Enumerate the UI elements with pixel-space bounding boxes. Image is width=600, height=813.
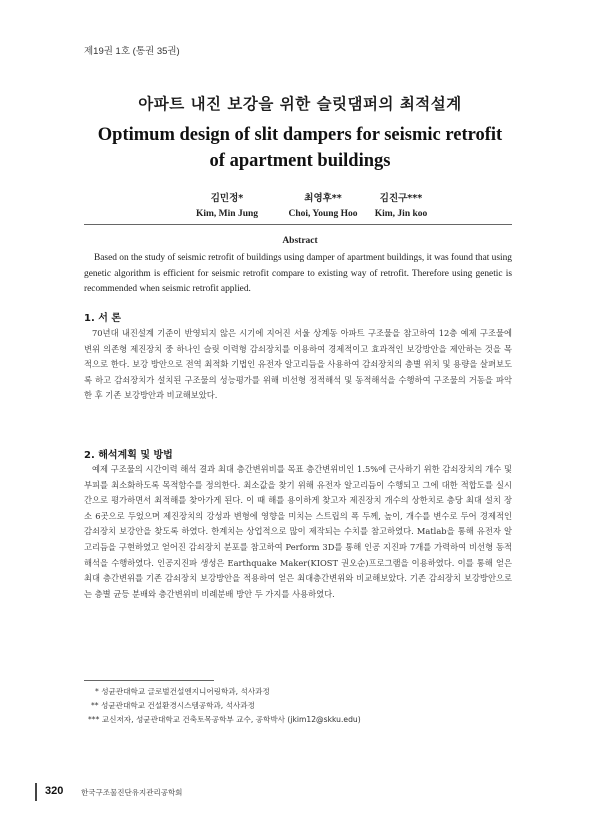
section-heading-introduction: 1. 서 론 (84, 313, 122, 324)
section-heading-method: 2. 해석계획 및 방법 (84, 450, 173, 461)
author-3 (341, 190, 461, 219)
footnotes (88, 685, 361, 727)
author-name-korean: 김민정* (210, 193, 244, 204)
title-korean: 아파트 내진 보강을 위한 슬릿댐퍼의 최적설계 (138, 95, 462, 113)
abstract-heading: Abstract (282, 236, 318, 246)
header-divider (84, 224, 512, 225)
footnote-2: ** 성균관대학교 건설환경시스템공학과, 석사과정 (91, 701, 255, 710)
section-text-method: 예제 구조물의 시간이력 해석 결과 최대 층간변위비를 목표 층간변위비인 1.5%에 근사하기 위한 감쇠장치의 개수 및 부피를 최소화하도록 목적함수를 정의한다. 최소값을 찾기 위해 유전자 알고리듬이 수행되고 그에 대한 적합도를 실시간으로 평가하면서 최적해를 찾아가게 된다. 이 때 해를 용이하게 찾고자 제진장치 개수의 상한치로 층당 최대 설치 장소 6곳으로 두었으며 제진장치의 강성과 변형에 영향을 미치는 스트립의 폭 두께, 높이, 개수를 변수로 두어 경제적인 감쇠장치 보강안을 찾도록 하였다. 한계치는 상업적으로 많이 제작되는 수치를 참고하였다. Matlab을 통해 유전자 알고리듬을 구현하였고 얻어진 감쇠장치 분포를 참고하여 Perform 3D를 통해 인공 지진파 7개를 가력하여 비선형 동적해석을 수행하였다. 인공지진파 생성은 Earthquake Maker(KIOST 권오순)프로그램을 이용하였다. 이를 통해 얻은 최대 층간변위를 기존 감쇠장치 보강방안을 적용하여 얻은 최대층간변위와 비교해보았다. 기존 감쇠장치 보강방안으로는 층별 균등 분배와 층간변위비 비례분배 방안 두 가지를 사용하였다. (84, 464, 512, 599)
author-name-korean: 김진구*** (379, 193, 423, 204)
author-name-english: Choi, Young Hoo (288, 209, 358, 219)
author-name-english: Kim, Min Jung (195, 209, 259, 219)
footnote-divider (84, 680, 214, 681)
journal-name: 한국구조물진단유지관리공학회 (81, 788, 183, 797)
author-name-korean: 최영후** (304, 193, 342, 204)
section-text-introduction: 70년대 내진설계 기준이 반영되지 않은 시기에 지어진 서울 상계동 아파트 구조물을 참고하여 12층 예제 구조물에 변위 의존형 제진장치 중 하나인 슬릿 이력형 감쇠장치를 이용하여 경제적이고 효과적인 보강방안을 제안하는 것을 목적으로 한다. 보강 방안으로 전역 최적화 기법인 유전자 알고리듬을 사용하여 감쇠장치의 층별 위치 및 용량을 살펴보도록 하고 감쇠장치가 설치된 구조물의 성능평가를 위해 비선형 정적해석 및 동적해석을 수행하여 구조물의 거동을 파악한 후 기존 보강방안과 비교해보았다. (84, 328, 512, 401)
author-name-english: Kim, Jin koo (374, 209, 428, 219)
footnote-3: *** 교신저자, 성균관대학교 건축토목공학부 교수, 공학박사 (jkim12@skku.edu) (88, 715, 361, 724)
page-number: 320 (45, 785, 64, 797)
issue-label: 제19권 1호 (통권 35권) (84, 46, 180, 57)
title-english: Optimum design of slit dampers for seismic retrofit of apartment buildings (97, 125, 503, 171)
footnote-1: * 성균관대학교 글로벌건설엔지니어링학과, 석사과정 (95, 687, 270, 696)
abstract-text: Based on the study of seismic retrofit of buildings using damper of apartment buildings, it was found that using genetic algorithm is efficient for seismic retrofit compare to existing way of retrofit. Therefore using genetic is recommended when seismic retrofit applied. (84, 253, 512, 294)
footer-bar (35, 783, 37, 801)
